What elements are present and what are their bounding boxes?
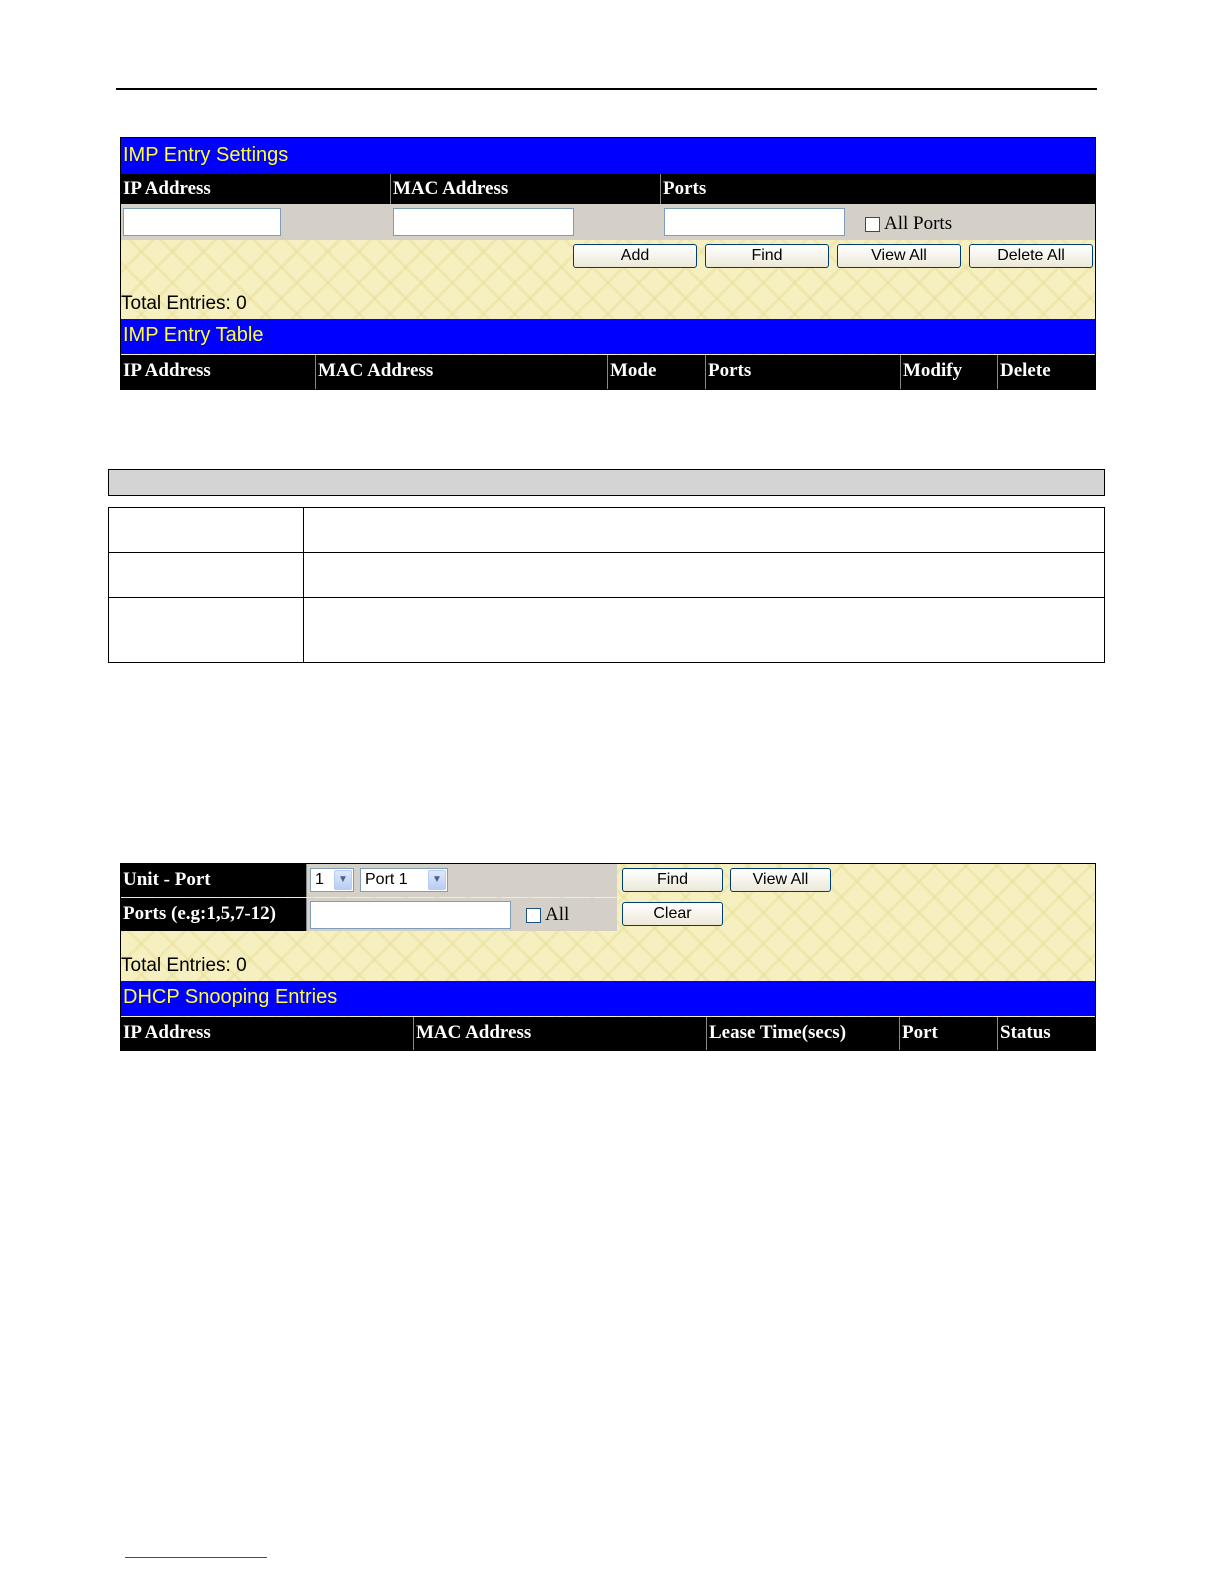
dhcp-col-ip: IP Address bbox=[121, 1017, 414, 1051]
imp-settings-title: IMP Entry Settings bbox=[121, 138, 1095, 174]
dhcp-clear-button[interactable]: Clear bbox=[622, 902, 723, 926]
dhcp-col-lease-time: Lease Time(secs) bbox=[707, 1017, 900, 1051]
imp-total-entries: Total Entries: 0 bbox=[121, 293, 247, 314]
imp-find-button[interactable]: Find bbox=[705, 244, 829, 268]
imp-view-all-button[interactable]: View All bbox=[837, 244, 961, 268]
dhcp-ports-input[interactable] bbox=[310, 901, 511, 929]
dhcp-snooping-panel bbox=[120, 863, 1096, 1051]
imp-header-mac: MAC Address bbox=[391, 174, 661, 204]
imp-table-title: IMP Entry Table bbox=[121, 319, 1095, 354]
unit-select[interactable] bbox=[310, 868, 354, 892]
imp-delete-all-button[interactable]: Delete All bbox=[969, 244, 1093, 268]
imp-col-ip: IP Address bbox=[121, 355, 316, 390]
unit-select-value: 1 bbox=[315, 871, 324, 888]
dhcp-view-all-button[interactable]: View All bbox=[730, 868, 831, 892]
imp-all-ports-checkbox[interactable] bbox=[865, 217, 880, 232]
dhcp-col-mac: MAC Address bbox=[414, 1017, 707, 1051]
imp-entry-settings-panel bbox=[120, 137, 1096, 390]
description-table-header bbox=[108, 469, 1105, 496]
imp-ip-input[interactable] bbox=[123, 208, 281, 236]
ports-label: Ports (e.g:1,5,7-12) bbox=[121, 898, 307, 931]
dhcp-all-checkbox[interactable] bbox=[526, 908, 541, 923]
dhcp-col-port: Port bbox=[900, 1017, 998, 1051]
description-table-body bbox=[108, 507, 1105, 663]
dhcp-table-title: DHCP Snooping Entries bbox=[121, 981, 1095, 1016]
chevron-down-icon: ▼ bbox=[428, 870, 446, 890]
imp-ports-input[interactable] bbox=[664, 208, 845, 236]
imp-header-ports: Ports bbox=[661, 174, 1096, 204]
imp-col-ports: Ports bbox=[706, 355, 901, 390]
port-select-value: Port 1 bbox=[365, 871, 408, 888]
imp-header-ip: IP Address bbox=[121, 174, 391, 204]
dhcp-total-entries: Total Entries: 0 bbox=[121, 955, 247, 976]
imp-col-delete: Delete bbox=[998, 355, 1096, 390]
description-row bbox=[109, 553, 1104, 598]
description-row bbox=[109, 598, 1104, 663]
footer-link-underline bbox=[125, 1557, 267, 1558]
imp-add-button[interactable]: Add bbox=[573, 244, 697, 268]
dhcp-all-option[interactable] bbox=[526, 904, 569, 926]
imp-col-modify: Modify bbox=[901, 355, 998, 390]
dhcp-all-label: All bbox=[545, 904, 570, 925]
description-row bbox=[109, 508, 1104, 553]
imp-all-ports-label: All Ports bbox=[884, 213, 953, 234]
dhcp-find-button[interactable]: Find bbox=[622, 868, 723, 892]
unit-port-label: Unit - Port bbox=[121, 864, 307, 897]
port-select[interactable] bbox=[360, 868, 448, 892]
dhcp-col-status: Status bbox=[998, 1017, 1096, 1051]
imp-col-mode: Mode bbox=[608, 355, 706, 390]
page-top-rule bbox=[116, 88, 1097, 90]
imp-mac-input[interactable] bbox=[393, 208, 574, 236]
imp-all-ports-option[interactable] bbox=[865, 213, 952, 235]
imp-col-mac: MAC Address bbox=[316, 355, 608, 390]
chevron-down-icon: ▼ bbox=[334, 870, 352, 890]
